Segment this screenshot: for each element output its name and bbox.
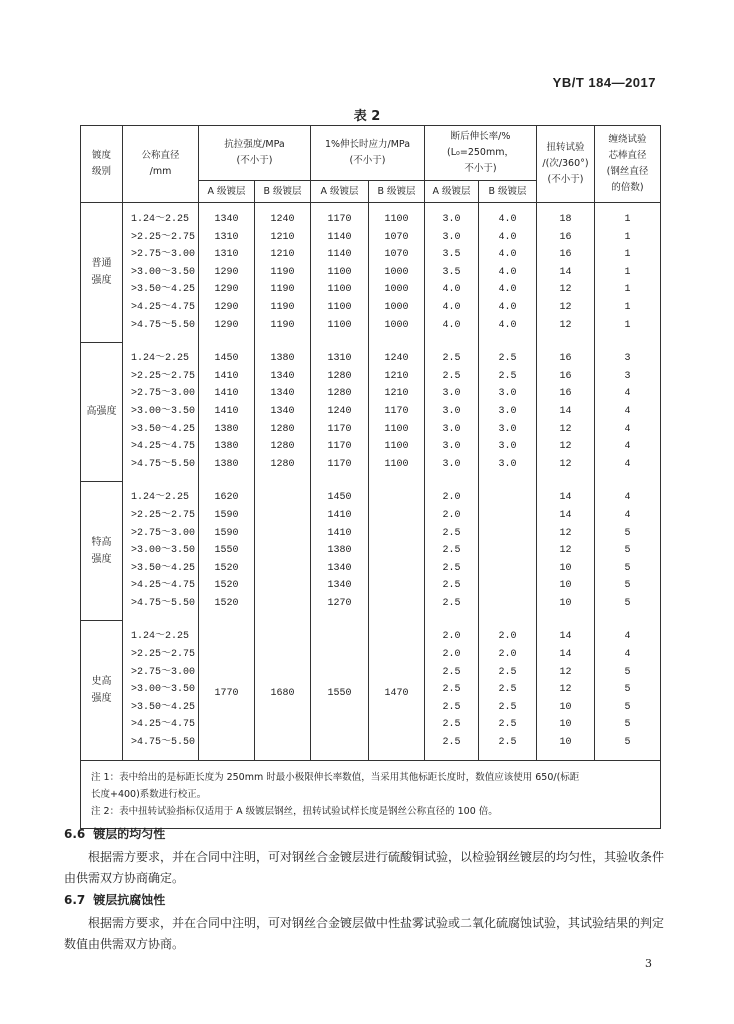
value-cell: 1100	[369, 456, 425, 482]
value-cell: 1620	[199, 481, 255, 507]
value-cell	[369, 481, 425, 507]
value-cell: 2.0	[479, 620, 537, 646]
value-cell: 1000	[369, 281, 425, 299]
value-cell: 1590	[199, 525, 255, 543]
diameter-cell: 1.24～2.25	[123, 203, 199, 229]
diameter-cell: >2.25～2.75	[123, 507, 199, 525]
value-cell: 1340	[255, 368, 311, 386]
value-cell: 1590	[199, 507, 255, 525]
value-cell: 12	[537, 299, 595, 317]
grade-cell: 特高 强度	[81, 481, 123, 620]
value-cell: 1340	[311, 560, 369, 578]
value-cell: 2.5	[425, 595, 479, 621]
diameter-cell: >3.00～3.50	[123, 403, 199, 421]
standard-code: YB/T 184—2017	[552, 75, 656, 90]
value-cell: 3.0	[479, 385, 537, 403]
table-row	[81, 481, 661, 507]
value-cell: 2.5	[479, 716, 537, 734]
diameter-cell: >2.75～3.00	[123, 246, 199, 264]
sub-header-a: A 级镀层	[311, 181, 369, 203]
value-cell: 1210	[369, 385, 425, 403]
value-cell: 4.0	[479, 246, 537, 264]
table-row	[81, 317, 661, 343]
value-cell: 10	[537, 716, 595, 734]
value-cell: 1100	[311, 281, 369, 299]
value-cell: 16	[537, 246, 595, 264]
value-cell	[369, 542, 425, 560]
diameter-cell: >4.75～5.50	[123, 595, 199, 621]
diameter-cell: >4.25～4.75	[123, 716, 199, 734]
value-cell: 12	[537, 681, 595, 699]
value-cell: 1340	[311, 577, 369, 595]
properties-table	[80, 125, 661, 829]
value-cell: 2.5	[425, 681, 479, 699]
value-cell: 3	[595, 368, 661, 386]
value-cell: 1240	[255, 203, 311, 229]
value-cell: 1520	[199, 595, 255, 621]
value-cell: 10	[537, 734, 595, 760]
sub-header-b: B 级镀层	[369, 181, 425, 203]
value-cell: 1240	[369, 342, 425, 368]
value-cell: 1280	[311, 368, 369, 386]
value-cell: 1	[595, 317, 661, 343]
value-cell: 4.0	[479, 229, 537, 247]
value-cell: 1	[595, 246, 661, 264]
value-cell: 4	[595, 456, 661, 482]
value-cell	[255, 507, 311, 525]
value-cell: 12	[537, 664, 595, 682]
value-cell: 3.0	[479, 456, 537, 482]
table-row	[81, 299, 661, 317]
value-cell: 1280	[255, 456, 311, 482]
note-2: 注 2：表中扭转试验指标仅适用于 A 级镀层钢丝，扭转试验试样长度是钢丝公称直径的 100 倍。	[91, 805, 498, 817]
value-cell: 1	[595, 229, 661, 247]
value-cell: 1100	[311, 317, 369, 343]
value-cell: 4	[595, 507, 661, 525]
value-cell: 1000	[369, 299, 425, 317]
grade-cell: 普通 强度	[81, 203, 123, 343]
value-cell: 1380	[199, 456, 255, 482]
table-row	[81, 438, 661, 456]
value-cell	[369, 577, 425, 595]
value-cell	[479, 507, 537, 525]
value-cell: 10	[537, 577, 595, 595]
value-cell	[479, 542, 537, 560]
value-cell: 5	[595, 525, 661, 543]
value-cell: 2.5	[425, 699, 479, 717]
value-cell: 1380	[199, 438, 255, 456]
value-cell: 4	[595, 438, 661, 456]
note-1-line-1: 注 1：表中给出的是标距长度为 250mm 时最小极限伸长率数值，当采用其他标距长度时，数值应该使用 650/(标距	[91, 771, 580, 783]
section-number: 6.7	[64, 893, 86, 907]
value-cell: 3	[595, 342, 661, 368]
value-cell	[479, 481, 537, 507]
value-cell: 1310	[199, 229, 255, 247]
value-cell: 12	[537, 317, 595, 343]
value-cell: 1170	[311, 456, 369, 482]
value-cell	[255, 577, 311, 595]
value-cell: 4.0	[479, 264, 537, 282]
table-row	[81, 542, 661, 560]
value-cell: 1	[595, 281, 661, 299]
value-cell: 18	[537, 203, 595, 229]
value-cell: 5	[595, 577, 661, 595]
value-cell: 1340	[199, 203, 255, 229]
value-cell: 3.0	[425, 438, 479, 456]
value-cell: 12	[537, 421, 595, 439]
value-cell: 3.0	[425, 203, 479, 229]
value-cell: 2.0	[425, 646, 479, 664]
table-row	[81, 577, 661, 595]
value-cell: 1410	[199, 403, 255, 421]
value-cell: 14	[537, 646, 595, 664]
table-row	[81, 342, 661, 368]
value-cell: 1380	[199, 421, 255, 439]
diameter-cell: >2.25～2.75	[123, 646, 199, 664]
value-cell: 1190	[255, 281, 311, 299]
section-heading-6-6	[64, 825, 165, 842]
section-heading-6-7	[64, 891, 165, 908]
value-cell: 1	[595, 203, 661, 229]
diameter-cell: 1.24～2.25	[123, 342, 199, 368]
note-1-line-2: 长度+400)系数进行校正。	[91, 788, 207, 800]
value-cell: 1210	[255, 246, 311, 264]
value-cell: 16	[537, 229, 595, 247]
value-cell: 2.5	[425, 734, 479, 760]
table-row	[81, 595, 661, 621]
value-cell: 4	[595, 385, 661, 403]
value-cell: 1190	[255, 264, 311, 282]
value-cell: 5	[595, 734, 661, 760]
merged-value-cell: 1550	[311, 620, 369, 760]
value-cell: 10	[537, 699, 595, 717]
sub-header-a: A 级镀层	[425, 181, 479, 203]
diameter-cell: >3.00～3.50	[123, 542, 199, 560]
value-cell: 2.0	[425, 507, 479, 525]
value-cell: 2.5	[479, 734, 537, 760]
value-cell: 2.5	[479, 368, 537, 386]
value-cell: 5	[595, 699, 661, 717]
value-cell: 4.0	[425, 317, 479, 343]
table-row	[81, 456, 661, 482]
diameter-cell: >3.50～4.25	[123, 560, 199, 578]
col-header-diameter: 公称直径 /mm	[123, 126, 199, 203]
table-row	[81, 525, 661, 543]
value-cell: 5	[595, 716, 661, 734]
sub-header-b: B 级镀层	[255, 181, 311, 203]
value-cell: 1100	[311, 264, 369, 282]
value-cell: 16	[537, 368, 595, 386]
value-cell: 10	[537, 560, 595, 578]
section-title: 镀层抗腐蚀性	[93, 893, 166, 907]
value-cell: 12	[537, 542, 595, 560]
value-cell: 4.0	[425, 299, 479, 317]
diameter-cell: >4.25～4.75	[123, 438, 199, 456]
value-cell: 3.0	[425, 421, 479, 439]
diameter-cell: >3.00～3.50	[123, 681, 199, 699]
value-cell: 2.5	[425, 577, 479, 595]
value-cell: 1190	[255, 299, 311, 317]
value-cell: 1520	[199, 560, 255, 578]
col-header-tensile: 抗拉强度/MPa (不小于)	[199, 126, 311, 181]
value-cell: 12	[537, 281, 595, 299]
value-cell: 1100	[369, 421, 425, 439]
diameter-cell: >2.75～3.00	[123, 525, 199, 543]
table-row	[81, 281, 661, 299]
table-notes	[81, 760, 661, 828]
col-header-stress: 1%伸长时应力/MPa (不小于)	[311, 126, 425, 181]
diameter-cell: >4.75～5.50	[123, 734, 199, 760]
section-title: 镀层的均匀性	[93, 827, 166, 841]
value-cell: 1	[595, 299, 661, 317]
diameter-cell: 1.24～2.25	[123, 620, 199, 646]
value-cell: 4.0	[425, 281, 479, 299]
value-cell: 1240	[311, 403, 369, 421]
table-row	[81, 403, 661, 421]
value-cell: 4	[595, 481, 661, 507]
value-cell: 4.0	[479, 317, 537, 343]
value-cell: 3.0	[425, 456, 479, 482]
diameter-cell: >2.75～3.00	[123, 385, 199, 403]
value-cell: 2.0	[479, 646, 537, 664]
value-cell: 1280	[255, 438, 311, 456]
value-cell: 2.0	[425, 620, 479, 646]
diameter-cell: >3.50～4.25	[123, 421, 199, 439]
value-cell: 1380	[311, 542, 369, 560]
value-cell: 3.0	[479, 403, 537, 421]
value-cell: 3.0	[425, 385, 479, 403]
value-cell: 1450	[199, 342, 255, 368]
value-cell: 1340	[255, 385, 311, 403]
diameter-cell: >4.75～5.50	[123, 317, 199, 343]
value-cell: 10	[537, 595, 595, 621]
diameter-cell: >4.25～4.75	[123, 577, 199, 595]
value-cell: 1170	[311, 421, 369, 439]
table-row	[81, 203, 661, 229]
value-cell	[255, 595, 311, 621]
value-cell: 1290	[199, 317, 255, 343]
value-cell: 1280	[311, 385, 369, 403]
value-cell: 1100	[369, 438, 425, 456]
value-cell: 2.5	[425, 342, 479, 368]
value-cell: 1310	[199, 246, 255, 264]
table-row	[81, 229, 661, 247]
diameter-cell: >2.25～2.75	[123, 229, 199, 247]
value-cell: 12	[537, 438, 595, 456]
section-number: 6.6	[64, 827, 86, 841]
value-cell: 1290	[199, 281, 255, 299]
value-cell: 1550	[199, 542, 255, 560]
section-paragraph-6-7: 根据需方要求，并在合同中注明，可对钢丝合金镀层做中性盐雾试验或二氧化硫腐蚀试验，其试验结果的判定数值由供需双方协商。	[64, 916, 665, 951]
value-cell: 1000	[369, 317, 425, 343]
value-cell: 1290	[199, 299, 255, 317]
value-cell: 5	[595, 664, 661, 682]
value-cell: 1100	[311, 299, 369, 317]
section-paragraph-6-6: 根据需方要求，并在合同中注明，可对钢丝合金镀层进行硫酸铜试验，以检验钢丝镀层的均匀性，其验收条件由供需双方协商确定。	[64, 850, 665, 885]
diameter-cell: >3.50～4.25	[123, 699, 199, 717]
value-cell: 1100	[369, 203, 425, 229]
page-number: 3	[645, 957, 652, 970]
value-cell: 4.0	[479, 299, 537, 317]
value-cell: 1070	[369, 229, 425, 247]
table-row	[81, 421, 661, 439]
value-cell: 1140	[311, 246, 369, 264]
table-row	[81, 264, 661, 282]
value-cell: 2.5	[425, 716, 479, 734]
value-cell: 4	[595, 403, 661, 421]
diameter-cell: 1.24～2.25	[123, 481, 199, 507]
value-cell: 1190	[255, 317, 311, 343]
value-cell: 1140	[311, 229, 369, 247]
table-row	[81, 507, 661, 525]
value-cell: 2.5	[479, 699, 537, 717]
value-cell: 14	[537, 507, 595, 525]
value-cell	[369, 560, 425, 578]
value-cell: 4	[595, 646, 661, 664]
value-cell	[255, 542, 311, 560]
sub-header-a: A 级镀层	[199, 181, 255, 203]
value-cell	[369, 595, 425, 621]
sub-header-b: B 级镀层	[479, 181, 537, 203]
table-title: 表 2	[353, 109, 381, 124]
value-cell: 2.5	[479, 342, 537, 368]
value-cell: 4	[595, 421, 661, 439]
value-cell	[369, 525, 425, 543]
value-cell: 5	[595, 681, 661, 699]
col-header-grade: 镀度 级别	[81, 126, 123, 203]
value-cell: 3.0	[425, 229, 479, 247]
value-cell: 14	[537, 481, 595, 507]
value-cell: 1170	[311, 438, 369, 456]
value-cell: 2.5	[425, 368, 479, 386]
value-cell: 4.0	[479, 281, 537, 299]
value-cell: 2.5	[425, 560, 479, 578]
value-cell	[255, 481, 311, 507]
table-row	[81, 620, 661, 646]
value-cell: 1410	[311, 525, 369, 543]
col-header-break-elongation: 断后伸长率/% (L₀=250mm， 不小于)	[425, 126, 537, 181]
value-cell	[479, 577, 537, 595]
value-cell: 5	[595, 595, 661, 621]
value-cell: 14	[537, 403, 595, 421]
value-cell	[479, 560, 537, 578]
value-cell: 14	[537, 620, 595, 646]
value-cell: 1000	[369, 264, 425, 282]
value-cell: 3.0	[425, 403, 479, 421]
value-cell: 1410	[311, 507, 369, 525]
value-cell: 2.5	[479, 664, 537, 682]
value-cell: 1070	[369, 246, 425, 264]
value-cell: 3.5	[425, 264, 479, 282]
value-cell: 1280	[255, 421, 311, 439]
table-row	[81, 246, 661, 264]
value-cell: 3.0	[479, 438, 537, 456]
value-cell: 5	[595, 542, 661, 560]
grade-cell: 史高 强度	[81, 620, 123, 760]
value-cell	[255, 560, 311, 578]
value-cell: 3.5	[425, 246, 479, 264]
value-cell: 1210	[369, 368, 425, 386]
value-cell: 1310	[311, 342, 369, 368]
table-row	[81, 560, 661, 578]
value-cell: 1410	[199, 368, 255, 386]
value-cell: 1340	[255, 403, 311, 421]
diameter-cell: >2.75～3.00	[123, 664, 199, 682]
value-cell	[479, 525, 537, 543]
value-cell: 1170	[311, 203, 369, 229]
value-cell: 2.5	[425, 525, 479, 543]
col-header-torsion: 扭转试验 /(次/360°) (不小于)	[537, 126, 595, 203]
value-cell: 2.0	[425, 481, 479, 507]
merged-value-cell: 1680	[255, 620, 311, 760]
value-cell: 1170	[369, 403, 425, 421]
value-cell: 12	[537, 456, 595, 482]
value-cell: 1	[595, 264, 661, 282]
grade-cell: 高强度	[81, 342, 123, 481]
value-cell: 14	[537, 264, 595, 282]
diameter-cell: >2.25～2.75	[123, 368, 199, 386]
value-cell: 16	[537, 342, 595, 368]
table-row	[81, 385, 661, 403]
table-row	[81, 368, 661, 386]
value-cell: 4.0	[479, 203, 537, 229]
value-cell	[479, 595, 537, 621]
diameter-cell: >4.25～4.75	[123, 299, 199, 317]
value-cell: 1450	[311, 481, 369, 507]
merged-value-cell: 1770	[199, 620, 255, 760]
value-cell: 1380	[255, 342, 311, 368]
diameter-cell: >3.50～4.25	[123, 281, 199, 299]
value-cell	[369, 507, 425, 525]
col-header-wrap: 缠绕试验 芯棒直径 (钢丝直径 的倍数)	[595, 126, 661, 203]
value-cell: 1290	[199, 264, 255, 282]
value-cell: 2.5	[479, 681, 537, 699]
value-cell: 1520	[199, 577, 255, 595]
value-cell: 16	[537, 385, 595, 403]
value-cell: 4	[595, 620, 661, 646]
value-cell	[255, 525, 311, 543]
value-cell: 12	[537, 525, 595, 543]
value-cell: 1410	[199, 385, 255, 403]
value-cell: 1210	[255, 229, 311, 247]
value-cell: 2.5	[425, 664, 479, 682]
value-cell: 2.5	[425, 542, 479, 560]
value-cell: 5	[595, 560, 661, 578]
diameter-cell: >3.00～3.50	[123, 264, 199, 282]
value-cell: 1270	[311, 595, 369, 621]
value-cell: 3.0	[479, 421, 537, 439]
diameter-cell: >4.75～5.50	[123, 456, 199, 482]
merged-value-cell: 1470	[369, 620, 425, 760]
